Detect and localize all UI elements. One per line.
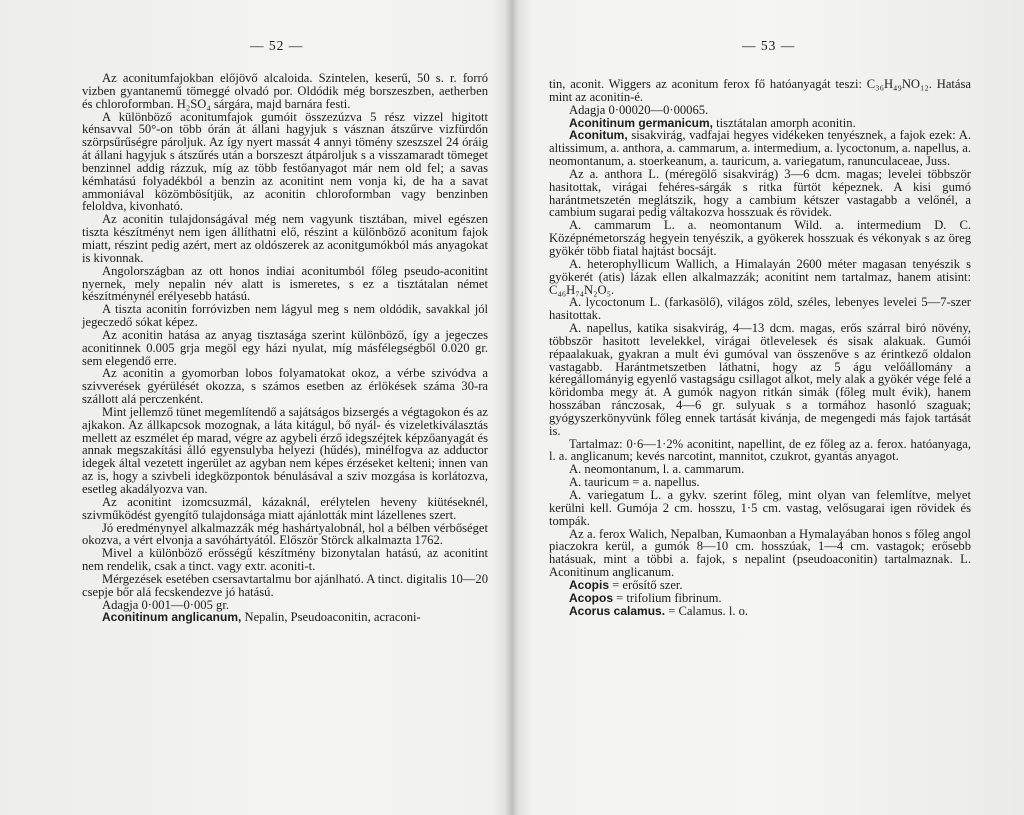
page-number-left: — 52 — bbox=[250, 38, 304, 53]
entry-heading: Aconitum, bbox=[569, 128, 628, 143]
left-page-body bbox=[82, 72, 488, 624]
paragraph: A. heterophyllicum Wallich, a Himalayán 2600 méter magasan tenyészik s gyökerét (atis) lázak ellen alkalmazzák; aconitint nem tartalmaz, hanem atisint: C₄₆H₇₄N₂O₅. bbox=[549, 256, 971, 297]
entry-aconitum bbox=[549, 129, 971, 168]
paragraph: Adagja 0·001—0·005 gr. bbox=[102, 597, 229, 612]
entry-heading: Acopis bbox=[569, 577, 610, 592]
entry-acorus-calamus bbox=[549, 605, 971, 618]
paragraph: Mivel a különböző erősségű készítmény bizonytalan hatású, az aconitint nem rendelik, csak a tinct. vagy extr. aconiti-t. bbox=[82, 546, 488, 574]
paragraph: Az aconitin a gyomorban lobos folyamatokat okoz, a vérbe szivódva a szivverések gyérülését okozza, s számos esetben az érlökések száma 30-ra szállott alá perczenként. bbox=[82, 366, 488, 407]
paragraph: A. napellus, katika sisakvirág, 4—13 dcm. magas, erős szárral biró növény, többször hasitott levelekkel, virágai ötlevelesek és sisak alakuak. Gumói répaalakuak, gyakran a mult évi gumóval van összenőve s az érintkező oldalon vastagabb. Harántmetszetben láthatni, hogy az 5 águ velőállomány a kéregállományig egyenlő vastagságu csillagot alkot, mely alak a gyökér vége felé a köridomba megy át. A gumók nagyon ritkán simák (főleg mult évik), hanem hosszában ránczosak, 4—6 gr. sulyuak s a tormához hasonló szaguak; gyógyszerkönyvünk főleg ennek tartását kivánja, de megengedi más fajok tartását is. bbox=[549, 321, 971, 438]
entry-heading: Aconitinum anglicanum, bbox=[102, 610, 242, 625]
paragraph: A különböző aconitumfajok gumóit összezúzva 5 rész vizzel higitott kénsavval 50°-on több órán át állani hagyjuk s vásznan átszűrve vizfürdőn szörpsűrűségre pároljuk. Az így nyert massát 4 annyi tömény szeszszel 24 óráig át állani hagyjuk s átszűrés után a borszeszt átpároljuk s a visszamaradt tömeget benzinnel addig rázzuk, míg az több festőanyagot már nem old fel; a savas kémhatású folyadékból a benzin az aconitint nem vonja ki, de ha a savat ammoniával közömbösítjük, az aconitin chloroformban vagy benzinben feloldva, kivonható. bbox=[82, 109, 488, 214]
paragraph: Az a. ferox Walich, Nepalban, Kumaonban a Hymalayában honos s főleg angol piaczokra kerül, a gumók 8—10 cm. hosszúak, 1—4 cm. vastagok; erősebb hatásuak, mint a többi a. fajok, s nepalint (pseudoaconitin) tartalmaznak. L. Aconitinum anglicanum. bbox=[549, 526, 971, 580]
paragraph: Az a. anthora L. (méregölő sisakvirág) 3—6 dcm. magas; levelei többször hasitottak, virágai fehéres-sárgák s ritka fürtöt képeznek. A kisi gumó harántmetszetén meglátszik, hogy a cambium kétszer vastagabb a velőnél, a cambium sugarai pedig váltakozva hosszuak és rövidek. bbox=[549, 166, 971, 220]
entry-aconitinum-anglicanum bbox=[82, 611, 488, 624]
continued-paragraph: tin, aconit. Wiggers az aconitum ferox fő hatóanyagát teszi: C₃₆H₄₉NO₁₂. Hatása mint az aconitin-é. bbox=[549, 77, 971, 104]
paragraph: Jó eredménynyel alkalmazzák még hashártyalobnál, hol a bélben vérbőséget okozva, a vért elvonja a savóhártyától. Először Störck alkalmazta 1762. bbox=[82, 520, 488, 548]
paragraph: A. lycoctonum L. (farkasölő), világos zöld, széles, lebenyes levelei 5—7-szer hasitottak. bbox=[549, 295, 971, 323]
entry-text: = erősítő szer. bbox=[609, 577, 683, 592]
paragraph: Mint jellemző tünet megemlítendő a sajátságos bizsergés a végtagokon és az ajkakon. Az állkapcsok mozognak, a láta kitágul, bő nyál- és vizeletkiválasztás mellett az eszmélet ép marad, végre az agybeli érző idegszéjtek képzőanyagát és annak megszakítási álló egyensulyba helyezi (hűdés), minélfogva az adductor idegek által vezetett ingerület az agyban nem képes érzéseket kelteni; innen van az is, hogy a szivbeli idegközpontok bénulásával a sziv mozgása is korlátozva, esetleg akadályozva van. bbox=[82, 404, 488, 496]
paragraph: Adagja 0·00020—0·00065. bbox=[569, 102, 709, 117]
entry-text: = Calamus. l. o. bbox=[665, 603, 749, 618]
entry-heading: Aconitinum germanicum, bbox=[569, 115, 714, 130]
paragraph: Angolországban az ott honos indiai aconitumból főleg pseudo-aconitint nyernek, mely nepalin név alatt is ismeretes, s ez a tisztátalan német készítménynél erélyesebb hatású. bbox=[82, 263, 488, 304]
paragraph: A. variegatum L. a gykv. szerint főleg, mint olyan van felemlítve, melyet kerülni kell. Gumója 2 cm. hosszu, 1·5 cm. vastag, velősugarai igen rövidek és tompák. bbox=[549, 488, 971, 528]
paragraph: A. cammarum L. a. neomontanum Wild. a. intermedium D. C. Középnémetország hegyein tenyészik, a gyökerek hosszuak és vékonyak s az öreg gyökér több fiatal hajtást bocsájt. bbox=[549, 218, 971, 258]
entry-text: Nepalin, Pseudoaconitin, acraconi- bbox=[241, 610, 421, 625]
paragraph: Tartalmaz: 0·6—1·2% aconitint, napellint, de ez főleg az a. ferox. hatóanyaga, l. a. anglicanum; kevés narcotint, mannitot, czukrot, gyantás anyagot. bbox=[549, 436, 971, 464]
paragraph: A tiszta aconitin forróvizben nem lágyul meg s nem oldódik, savakkal jól jegeczedő sókat képez. bbox=[82, 302, 488, 330]
paragraph: A. neomontanum, l. a. cammarum. bbox=[569, 462, 745, 477]
entry-text: tisztátalan amorph aconitin. bbox=[713, 115, 856, 130]
page-number-right: — 53 — bbox=[742, 38, 796, 53]
paragraph: Az aconitint izomcsuzmál, kázaknál, erélytelen heveny kiütéseknél, szivműködést gyengítő tulajdonsága miatt ajánlották mint lázellenes szert. bbox=[82, 494, 488, 522]
entry-heading: Acorus calamus. bbox=[569, 603, 666, 618]
entry-text: sisakvirág, vadfajai hegyes vidékeken tenyésznek, a fajok ezek: A. altissimum, a. anthora, a. cammarum, a. intermedium, a. lycoctonum, a. napellus, a. neomontanum, a. stoerkeanum, a. tauricum, a. variegatum, ranunculaceae, Juss. bbox=[549, 128, 971, 169]
right-page-body bbox=[549, 78, 971, 617]
entry-heading: Acopos bbox=[569, 590, 614, 605]
paragraph: Mérgezések esetében csersavtartalmu bor ajánlható. A tinct. digitalis 10—20 csepje bőr alá fecskendezve jó hatású. bbox=[82, 571, 488, 599]
paragraph: Az aconitin tulajdonságával még nem vagyunk tisztában, mivel egészen tiszta készítményt nem igen állíthatni elő, részint a különböző aconitum fajok miatt, részint pedig azért, mert az oldószerek az aconitgumókból más anyagokat is kivonnak. bbox=[82, 212, 488, 265]
entry-text: = trifolium fibrinum. bbox=[613, 590, 722, 605]
paragraph: Az aconitin hatása az anyag tisztasága szerint különböző, így a jegeczes aconitinnek 0.005 grja megöl egy házi nyulat, míg másfélegségből 0.020 gr. sem elegendő erre. bbox=[82, 327, 488, 368]
right-page bbox=[512, 0, 1024, 815]
paragraph: Az aconitumfajokban előjövő alcaloida. Szintelen, keserű, 50 s. r. forró vizben gyantanemű tömeggé olvadó por. Oldódik még borszeszben, aetherben és chloroformban. H₂SO₄ sárgára, majd barnára festi. bbox=[82, 71, 488, 111]
paragraph: A. tauricum = a. napellus. bbox=[569, 475, 700, 490]
